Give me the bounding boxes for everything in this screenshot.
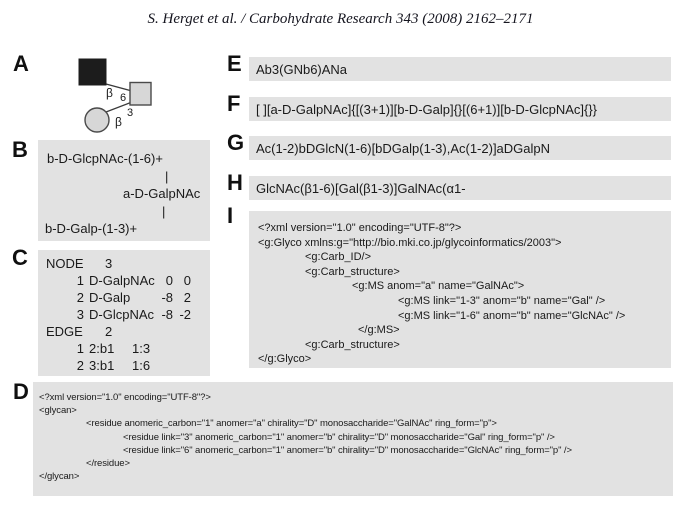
node-index: 1: [76, 273, 84, 288]
node-x: -8: [161, 307, 173, 322]
code-line: </g:Glyco>: [258, 353, 312, 366]
code-line: <g:MS anom="a" name="GalNAc">: [352, 280, 525, 293]
code-line: </g:MS>: [358, 324, 400, 337]
panel-label-h: H: [227, 170, 243, 195]
code-line: <g:Carb_ID/>: [305, 251, 372, 264]
code-line: <g:Carb_structure>: [305, 265, 400, 278]
notation-text: Ac(1-2)bDGlcN(1-6)[bDGalp(1-3),Ac(1-2)]aDGalpN: [256, 140, 551, 156]
code-line: </residue>: [86, 458, 130, 470]
node-index: 2: [76, 290, 84, 305]
edge-count: 2: [105, 324, 113, 339]
node-residue: D-GalpNAc: [89, 273, 155, 288]
edge-row: [38, 340, 210, 357]
node-keyword: NODE: [46, 256, 84, 271]
node-y: 2: [183, 290, 191, 305]
bcsdb-bar: [249, 136, 671, 160]
node-row: [38, 289, 210, 306]
code-line: <residue anomeric_carbon="1" anomer="a" chirality="D" monosaccharide="GalNAc" ring_form="p">: [86, 418, 497, 430]
notation-text: Ab3(GNb6)ANa: [256, 61, 348, 77]
glyco-xml-block: [249, 211, 671, 368]
iupac-condensed-block: [38, 140, 210, 241]
code-line: <g:Carb_structure>: [305, 338, 400, 351]
node-residue: D-GlcpNAc: [89, 307, 155, 322]
linearcode-node-edge-block: [38, 250, 210, 376]
edge-from: 3:b1: [89, 358, 115, 373]
code-line: <?xml version="1.0" encoding="UTF-8"?>: [39, 392, 211, 403]
running-head-citation: S. Herget et al. / Carbohydrate Research 343 (2008) 2162–2171: [147, 11, 534, 27]
code-line: |: [165, 168, 169, 184]
edge-keyword: EDGE: [46, 324, 83, 339]
upper-edge-linkage-label: 6: [120, 92, 127, 104]
node-y: -2: [179, 307, 191, 322]
code-line: <g:Glyco xmlns:g="http://bio.mki.co.jp/glycoinformatics/2003">: [258, 236, 562, 249]
glycan-xml-block: [33, 382, 673, 496]
code-line: </glycan>: [39, 471, 80, 483]
lower-edge-linkage-label: 3: [127, 107, 134, 119]
panel-label-b: B: [12, 137, 28, 162]
node-count: 3: [105, 256, 113, 271]
node-index: 3: [76, 307, 84, 322]
black-square-glcnac-icon: [79, 59, 106, 85]
upper-edge-anomer-label: β: [106, 86, 113, 100]
gray-circle-gal-icon: [85, 108, 109, 132]
node-header-row: [38, 255, 210, 272]
code-line: <residue link="3" anomeric_carbon="1" anomer="b" chirality="D" monosaccharide="Gal" ring_form="p" />: [123, 431, 555, 443]
node-x: 0: [165, 273, 173, 288]
code-line: <residue link="6" anomeric_carbon="1" anomer="b" chirality="D" monosaccharide="GlcNAc" ring_form="p" />: [123, 444, 572, 456]
code-line: <?xml version="1.0" encoding="UTF-8"?>: [258, 222, 462, 234]
panel-label-i: I: [227, 203, 234, 228]
edge-to: 1:3: [132, 341, 151, 356]
panel-label-d: D: [13, 379, 29, 404]
edge-from: 2:b1: [89, 341, 115, 356]
node-residue: D-Galp: [89, 290, 131, 305]
edge-index: 1: [76, 341, 84, 356]
edge-header-row: [38, 323, 210, 340]
panel-label-g: G: [227, 130, 245, 155]
edge-to: 1:6: [132, 358, 151, 373]
node-row: [38, 272, 210, 289]
panel-label-f: F: [227, 91, 241, 116]
node-x: -8: [161, 290, 173, 305]
linucs-bar: [249, 97, 671, 121]
notation-text: [ ][a-D-GalpNAc]{[(3+1)][b-D-Galp]{}[(6+1)][b-D-GlcpNAc]{}}: [256, 101, 598, 117]
glycan-cartoon-diagram: [60, 50, 170, 140]
panel-label-a: A: [13, 51, 29, 76]
code-line: <g:MS link="1-3" anom="b" name="Gal" />: [398, 294, 606, 307]
code-line: <g:MS link="1-6" anom="b" name="GlcNAc" />: [398, 309, 626, 322]
code-line: b-D-GlcpNAc-(1-6)+: [47, 151, 163, 166]
panel-label-e: E: [227, 51, 242, 76]
iupac-short-bar: [249, 176, 671, 200]
panel-label-c: C: [12, 245, 28, 270]
node-y: 0: [183, 273, 191, 288]
code-line: a-D-GalpNAc: [123, 186, 201, 201]
code-line: |: [162, 203, 166, 219]
code-line: b-D-Galp-(1-3)+: [45, 221, 138, 236]
code-line: <glycan>: [39, 405, 77, 417]
gray-square-galnac-icon: [130, 83, 151, 106]
edge-row: [38, 357, 210, 374]
node-row: [38, 306, 210, 323]
linearcode-bar: [249, 57, 671, 81]
edge-index: 2: [76, 358, 84, 373]
lower-edge-anomer-label: β: [115, 115, 122, 129]
notation-text: GlcNAc(β1-6)[Gal(β1-3)]GalNAc(α1-: [256, 180, 466, 196]
